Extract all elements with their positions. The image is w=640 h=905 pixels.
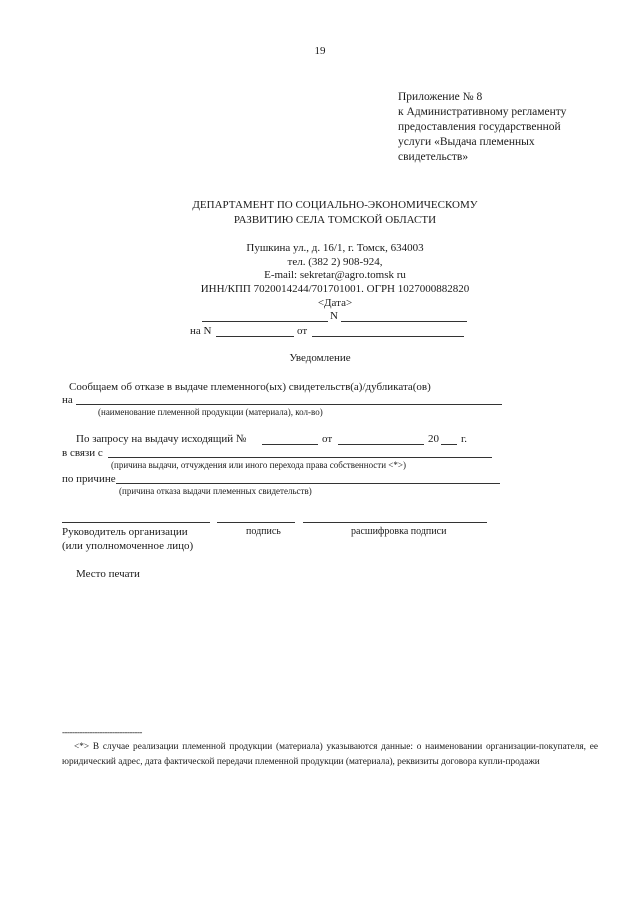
reg-na-n-label: на N <box>190 325 212 337</box>
caption-product: (наименование племенной продукции (материала), кол-во) <box>98 407 323 417</box>
refusal-reason-line <box>116 483 500 484</box>
department-email: E-mail: sekretar@agro.tomsk ru <box>264 269 406 281</box>
reg-n-label: N <box>330 310 338 322</box>
outgoing-number-line <box>202 321 328 322</box>
department-name-line1: ДЕПАРТАМЕНТ ПО СОЦИАЛЬНО-ЭКОНОМИЧЕСКОМУ <box>192 199 478 211</box>
annex-line: Приложение № 8 <box>398 91 483 103</box>
department-ids: ИНН/КПП 7020014244/701701001. ОГРН 1027000882820 <box>200 283 470 295</box>
request-ot-label: от <box>322 433 333 445</box>
department-phone: тел. (382 2) 908-924, <box>287 256 383 268</box>
reg-ot-label: от <box>297 325 308 337</box>
annex-line: свидетельств» <box>398 151 469 163</box>
decode-line <box>303 522 487 523</box>
document-date: <Дата> <box>317 297 353 309</box>
request-date-line <box>338 444 424 445</box>
refusal-intro: Сообщаем об отказе в выдаче племенного(ых) свидетельств(а)/дубликата(ов) <box>69 381 431 393</box>
footnote-text: <*> В случае реализации племенной продукции (материала) указываются данные: о наименовании организации-покупателя, ее юридический адрес, дата фактической передачи племенной продукции (материала), реквизиты договора купли-продажи <box>62 742 598 767</box>
request-year-prefix: 20 <box>428 433 439 445</box>
caption-refusal: (причина отказа выдачи племенных свидетельств) <box>119 486 312 496</box>
v-svyazi-label: в связи с <box>62 447 103 459</box>
footnote-separator: -------------------------------- <box>62 727 142 737</box>
po-prichine-label: по причине <box>62 473 116 485</box>
annex-block <box>398 90 608 165</box>
head-label: Руководитель организации <box>62 526 188 538</box>
annex-line: предоставления государственной <box>398 121 561 133</box>
sign-line <box>217 522 295 523</box>
annex-line: услуги «Выдача племенных <box>398 136 535 148</box>
incoming-number-line <box>216 336 294 337</box>
head-signature-line <box>62 522 210 523</box>
notice-title: Уведомление <box>289 352 351 364</box>
request-year-line <box>441 444 457 445</box>
request-number-line <box>262 444 318 445</box>
caption-reason: (причина выдачи, отчуждения или иного перехода права собственности <*>) <box>111 460 406 470</box>
head-sub-label: (или уполномоченное лицо) <box>62 540 194 552</box>
annex-line: к Административному регламенту <box>398 106 567 118</box>
incoming-date-line <box>312 336 464 337</box>
page-number: 19 <box>314 45 326 57</box>
request-prefix: По запросу на выдачу исходящий № <box>76 433 247 445</box>
sign-label: подпись <box>246 526 281 537</box>
decode-label: расшифровка подписи <box>351 526 447 537</box>
na-label: на <box>62 394 73 406</box>
department-address: Пушкина ул., д. 16/1, г. Томск, 634003 <box>246 242 424 254</box>
outgoing-date-line <box>341 321 467 322</box>
product-line <box>76 404 502 405</box>
department-name-line2: РАЗВИТИЮ СЕЛА ТОМСКОЙ ОБЛАСТИ <box>233 214 437 226</box>
reason-line <box>108 457 492 458</box>
seal-label: Место печати <box>76 568 140 580</box>
request-year-suffix: г. <box>461 433 468 445</box>
